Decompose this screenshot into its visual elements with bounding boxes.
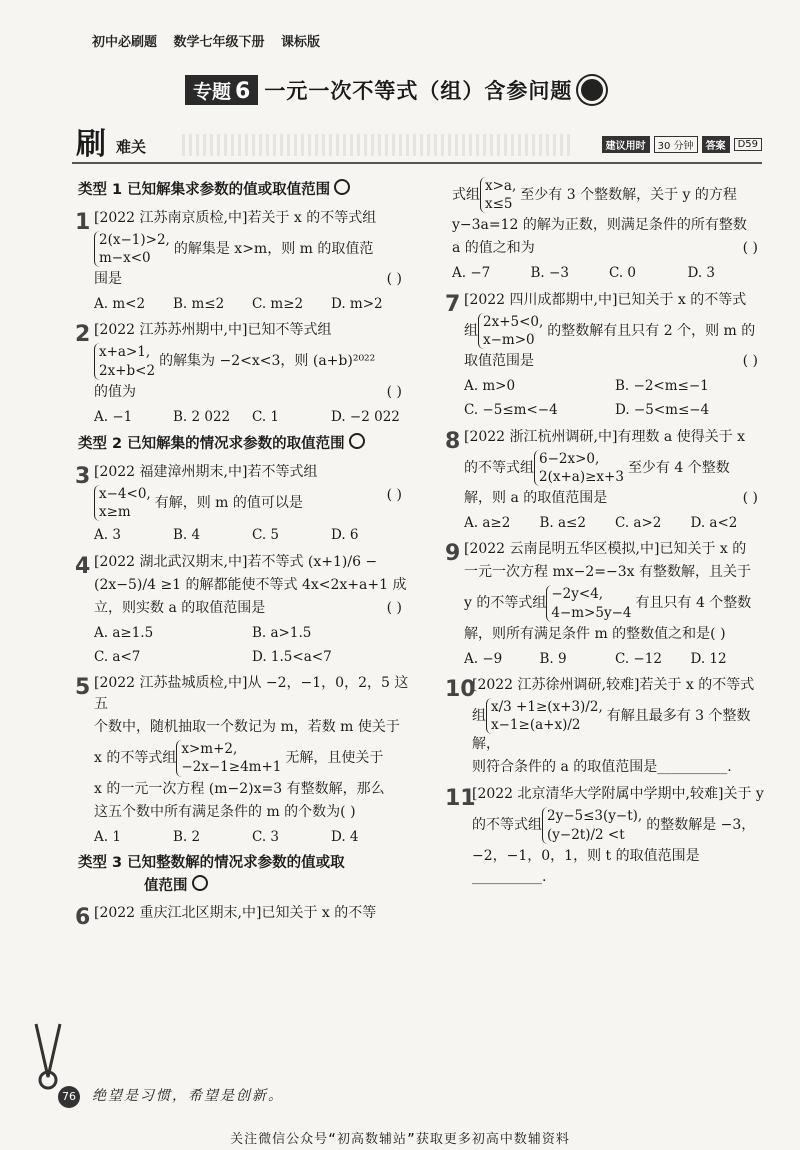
question-text: 有且只有 4 个整数 xyxy=(635,595,752,612)
options xyxy=(94,294,410,314)
pen-icon xyxy=(334,179,350,195)
question-number: 11 xyxy=(445,786,476,812)
question-text: 至少有 4 个整数 xyxy=(627,459,730,476)
options xyxy=(464,513,766,533)
question-text: 解，则 a 的取值范围是 xyxy=(464,490,608,507)
inequality-system: 2y−5≤3(y−t), (y−2t)/2 <t xyxy=(542,807,646,843)
question-text: 取值范围是 xyxy=(464,353,534,370)
topic-title-text: 一元一次不等式（组）含参问题 xyxy=(264,79,573,103)
question-text: x 的一元一次方程 (m−2)x=3 有整数解，那么 xyxy=(94,780,385,797)
question-number: 6 xyxy=(75,905,91,931)
question-10 xyxy=(445,675,766,778)
question-text: [2022 云南昆明五华区模拟,中]已知关于 x 的 xyxy=(464,541,747,558)
section-bar xyxy=(72,128,762,164)
topic-title xyxy=(185,72,606,108)
inequality-system: 6−2x>0, 2(x+a)≥x+3 xyxy=(534,450,628,486)
options xyxy=(464,376,766,421)
question-text: 至少有 3 个整数解，关于 y 的方程 xyxy=(520,187,737,204)
question-text: 的不等式组 xyxy=(472,817,542,834)
answer-blank: ( ) xyxy=(386,486,402,503)
question-text: [2022 北京清华大学附属中学期中,较难]关于 y xyxy=(472,786,764,803)
option-d: D. −5<m≤−4 xyxy=(615,402,710,419)
answer-blank: ( ) xyxy=(386,383,402,400)
question-text: [2022 四川成都期中,中]已知关于 x 的不等式 xyxy=(464,291,747,308)
option-d: D. 3 xyxy=(687,265,716,282)
option-c: C. 1 xyxy=(252,408,280,425)
question-text: [2022 浙江杭州调研,中]有理数 a 使得关于 x xyxy=(464,428,746,445)
left-column xyxy=(75,175,410,931)
option-d: D. 4 xyxy=(331,828,359,845)
inequality-system: 2(x−1)>2, m−x<0 xyxy=(94,231,174,267)
right-column xyxy=(445,175,766,894)
question-number: 9 xyxy=(445,541,461,567)
shua-label: 刷 xyxy=(76,127,106,162)
option-c: C. −5≤m<−4 xyxy=(464,402,558,419)
footer-motto: 绝望是习惯，希望是创新。 xyxy=(92,1088,284,1104)
question-number: 2 xyxy=(75,322,91,348)
question-number: 8 xyxy=(445,428,461,454)
option-b: B. 2 xyxy=(173,828,201,845)
question-text: 的整数解是 −3， xyxy=(646,817,756,834)
question-11 xyxy=(445,784,766,887)
pen-icon xyxy=(192,875,208,891)
option-a: A. m<2 xyxy=(94,296,146,313)
answer-page: D59 xyxy=(734,138,762,151)
option-c: C. m≥2 xyxy=(252,296,304,313)
inequality-system: x−4<0, x≥m xyxy=(94,485,155,521)
question-text: 式组 xyxy=(452,187,480,204)
difficulty-label: 难关 xyxy=(116,138,147,156)
question-text: [2022 江苏盐城质检,中]从 −2，−1，0，2，5 这五 xyxy=(94,675,409,713)
question-number: 7 xyxy=(445,291,461,317)
book-header: 初中必刷题 数学七年级下册 课标版 xyxy=(92,35,321,50)
option-c: C. 3 xyxy=(252,828,280,845)
question-text: [2022 重庆江北区期末,中]已知关于 x 的不等 xyxy=(94,905,377,922)
question-text: 组 xyxy=(464,322,478,339)
question-text: 的值为 xyxy=(94,383,136,400)
option-d: D. 12 xyxy=(690,650,727,667)
topic-tag xyxy=(185,75,258,105)
option-a: A. a≥2 xyxy=(464,515,511,532)
question-text: 则符合条件的 a 的取值范围是__________. xyxy=(472,759,732,776)
options xyxy=(464,649,766,669)
question-text: 这五个数中所有满足条件的 m 的个数为( ) xyxy=(94,803,356,820)
question-text: x 的不等式组 xyxy=(94,750,177,767)
type-heading-1: 类型 1 已知解集求参数的值或取值范围 xyxy=(78,179,410,202)
topic-number: 6 xyxy=(235,79,251,104)
question-text: [2022 江苏苏州期中,中]已知不等式组 xyxy=(94,322,332,339)
inequality-system: −2y<4, 4−m>5y−4 xyxy=(546,585,635,621)
answer-blank: ( ) xyxy=(742,490,758,507)
question-3 xyxy=(75,462,410,546)
question-text: 有解且最多有 3 个整数解， xyxy=(472,708,751,753)
question-text: 的解集为 −2<x<3，则 (a+b)²⁰²² xyxy=(159,353,376,370)
option-b: B. 9 xyxy=(539,650,567,667)
question-2 xyxy=(75,320,410,427)
option-a: A. a≥1.5 xyxy=(94,624,154,641)
option-c: C. 5 xyxy=(252,527,280,544)
answer-blank: ( ) xyxy=(742,240,758,257)
options xyxy=(94,407,410,427)
question-text: 一元一次方程 mx−2=−3x 有整数解，且关于 xyxy=(464,564,751,581)
inequality-system: x>a, x≤5 xyxy=(480,177,520,213)
type-heading-2: 类型 2 已知解集的情况求参数的取值范围 xyxy=(78,433,410,456)
option-d: D. −2 022 xyxy=(331,408,400,425)
option-c: C. 0 xyxy=(609,265,637,282)
question-text: 有解，则 m 的值可以是 xyxy=(154,495,303,512)
option-d: D. 1.5<a<7 xyxy=(252,648,332,665)
options xyxy=(94,827,410,847)
options xyxy=(452,263,766,283)
option-b: B. a>1.5 xyxy=(252,624,312,641)
question-8 xyxy=(445,427,766,534)
question-number: 4 xyxy=(75,553,91,579)
question-5 xyxy=(75,673,410,847)
question-9 xyxy=(445,539,766,669)
option-a: A. −7 xyxy=(452,265,491,282)
decorative-stripes xyxy=(182,134,572,156)
question-4 xyxy=(75,552,410,668)
question-number: 10 xyxy=(445,677,476,702)
question-text: y 的不等式组 xyxy=(464,595,547,612)
question-text: [2022 福建漳州期末,中]若不等式组 xyxy=(94,463,318,480)
option-d: D. a<2 xyxy=(690,515,738,532)
question-text: −2，−1，0，1，则 t 的取值范围是__________. xyxy=(472,847,700,885)
time-value: 30 分钟 xyxy=(654,136,698,153)
question-number: 3 xyxy=(75,463,91,489)
time-tag xyxy=(602,136,762,153)
question-text: [2022 江苏徐州调研,较难]若关于 x 的不等式 xyxy=(472,677,755,693)
option-a: A. −9 xyxy=(464,650,503,667)
question-number: 5 xyxy=(75,675,91,701)
inequality-system: x/3 +1≥(x+3)/2, x−1≥(a+x)/2 xyxy=(486,698,607,734)
pen-icon xyxy=(349,433,365,449)
question-text: y−3a=12 的解为正数，则满足条件的所有整数 xyxy=(452,217,747,234)
inequality-system: x+a>1, 2x+b<2 xyxy=(94,343,159,379)
inequality-system: x>m+2, −2x−1≥4m+1 xyxy=(176,740,285,776)
question-text: 个数中，随机抽取一个数记为 m，若数 m 使关于 xyxy=(94,719,400,736)
footer-note: 关注微信公众号“初高数辅站”获取更多初高中数辅资料 xyxy=(230,1132,570,1147)
question-text: 围是 xyxy=(94,271,122,288)
option-b: B. −3 xyxy=(530,265,569,282)
option-d: D. m>2 xyxy=(331,296,383,313)
eye-icon xyxy=(578,76,606,104)
option-a: A. m>0 xyxy=(464,378,516,395)
option-b: B. m≤2 xyxy=(173,296,225,313)
question-text: 解，则所有满足条件 m 的整数值之和是( ) xyxy=(464,625,726,642)
option-b: B. a≤2 xyxy=(539,515,586,532)
question-text: 立，则实数 a 的取值范围是 xyxy=(94,599,266,616)
question-text: [2022 湖北武汉期末,中]若不等式 (x+1)/6 − xyxy=(94,553,378,570)
options xyxy=(94,623,410,668)
question-text: (2x−5)/4 ≥1 的解都能使不等式 4x<2x+a+1 成 xyxy=(94,576,407,593)
question-text: a 的值之和为 xyxy=(452,240,535,257)
question-text: 无解，且使关于 xyxy=(285,750,384,767)
option-b: B. 4 xyxy=(173,527,201,544)
option-a: A. 1 xyxy=(94,828,121,845)
option-b: B. 2 022 xyxy=(173,408,231,425)
question-6-continued xyxy=(448,177,766,284)
paperclip-icon xyxy=(28,1022,68,1092)
question-text: 组 xyxy=(472,708,486,725)
question-text: 的整数解有且只有 2 个，则 m 的 xyxy=(547,322,756,339)
inequality-system: 2x+5<0, x−m>0 xyxy=(478,313,547,349)
option-b: B. −2<m≤−1 xyxy=(615,378,709,395)
options xyxy=(94,525,410,545)
option-c: C. a>2 xyxy=(615,515,662,532)
option-a: A. −1 xyxy=(94,408,133,425)
question-text: [2022 江苏南京质检,中]若关于 x 的不等式组 xyxy=(94,209,377,226)
question-6 xyxy=(75,903,410,931)
option-c: C. −12 xyxy=(615,650,662,667)
answer-blank: ( ) xyxy=(742,353,758,370)
question-text: 的解集是 x>m，则 m 的取值范 xyxy=(173,240,374,257)
question-number: 1 xyxy=(75,209,91,235)
answer-blank: ( ) xyxy=(386,599,402,616)
answer-label: 答案 xyxy=(702,136,730,153)
time-label: 建议用时 xyxy=(602,136,650,153)
question-1 xyxy=(75,208,410,315)
page-number: 76 xyxy=(58,1086,80,1108)
question-7 xyxy=(445,290,766,421)
question-text: 的不等式组 xyxy=(464,459,534,476)
option-c: C. a<7 xyxy=(94,648,141,665)
answer-blank: ( ) xyxy=(386,271,402,288)
topic-tag-label: 专题 xyxy=(193,81,232,103)
type-heading-3: 类型 3 已知整数解的情况求参数的值或取 值范围 xyxy=(78,854,345,894)
option-d: D. 6 xyxy=(331,527,359,544)
option-a: A. 3 xyxy=(94,527,121,544)
